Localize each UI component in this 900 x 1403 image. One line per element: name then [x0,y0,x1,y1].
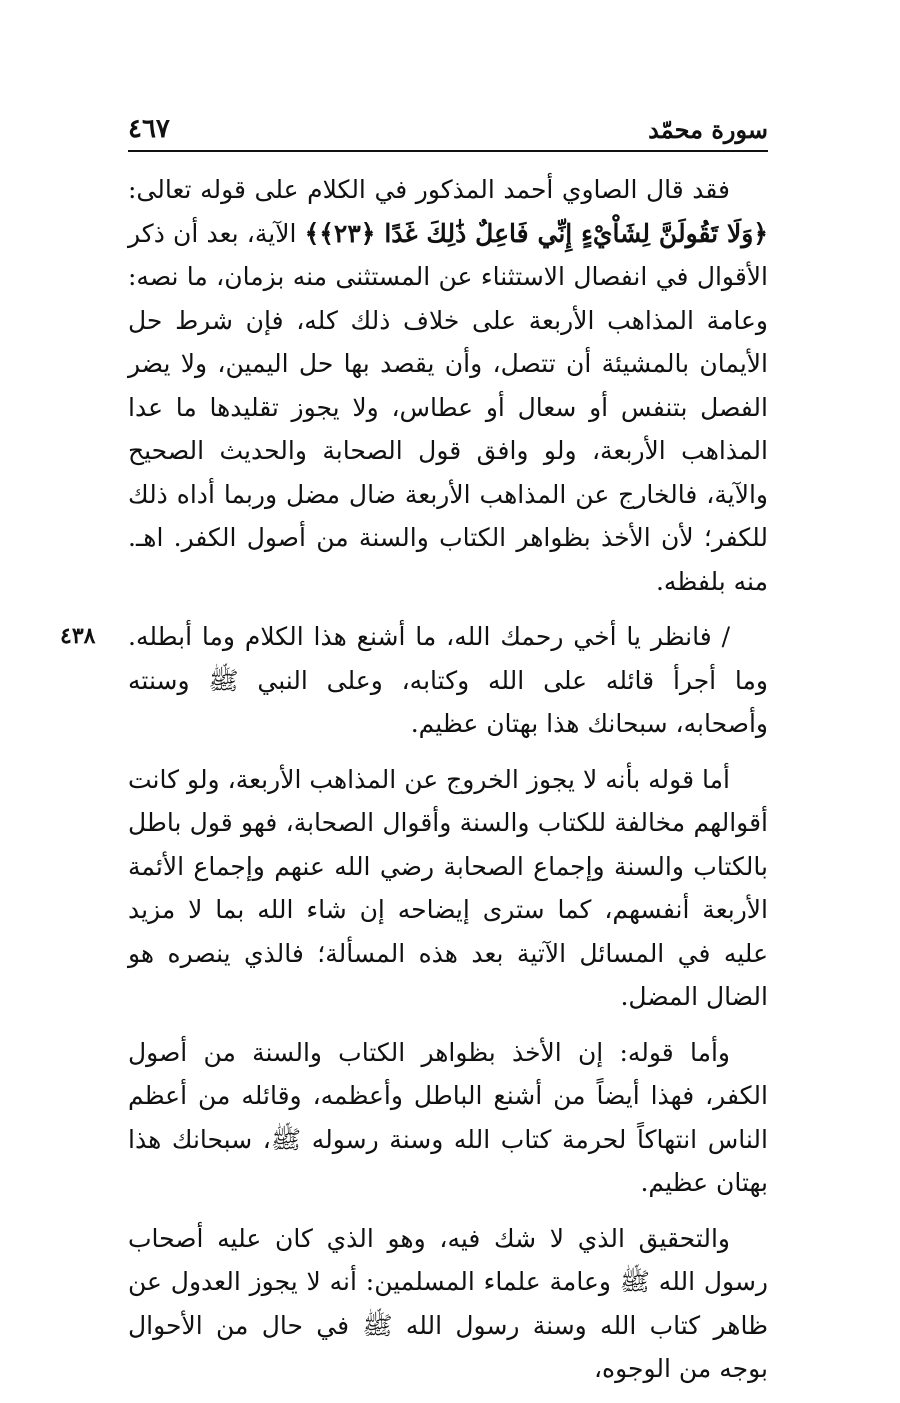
paragraph-1-rest: الآية، بعد أن ذكر الأقوال في انفصال الاستثناء عن المستثنى منه بزمان، ما نصه: وعامة المذاهب الأربعة على خلاف ذلك كله، فإن شرط حل الأيمان بالمشيئة أن تتصل، وأن يقصد بها حل اليمين، ولا يضر الفصل بتنفس أو سعال أو عطاس، ولا يجوز تقليدها ما عدا المذاهب الأربعة، ولو وافق قول الصحابة والحديث الصحيح والآية، فالخارج عن المذاهب الأربعة ضال مضل وربما أداه ذلك للكفر؛ لأن الأخذ بظواهر الكتاب والسنة من أصول الكفر. اهـ. منه بلفظه. [128,218,768,596]
paragraph-5 [128,1217,768,1391]
paragraph-1 [128,168,768,603]
paragraph-3 [128,758,768,1019]
surah-title: سورة محمّد [648,115,768,144]
paragraph-2 [60,615,768,746]
margin-page-number: ٤٣٨ [60,623,96,649]
paragraph-5-text: والتحقيق الذي لا شك فيه، وهو الذي كان عليه أصحاب رسول الله ﷺ وعامة علماء المسلمين: أنه لا يجوز العدول عن ظاهر كتاب الله وسنة رسول الله ﷺ في حال من الأحوال بوجه من الوجوه، [128,1223,768,1383]
paragraph-1-lead: فقد قال الصاوي أحمد المذكور في الكلام على قوله تعالى: [128,175,730,204]
paragraph-4 [128,1031,768,1205]
page-number: ٤٦٧ [128,114,170,144]
paragraph-2-text: / فانظر يا أخي رحمك الله، ما أشنع هذا الكلام وما أبطله. وما أجرأ قائله على الله وكتابه، وعلى النبي ﷺ وسنته وأصحابه، سبحانك هذا بهتان عظيم. [128,622,768,738]
quran-verse: ﴿وَلَا تَقُولَنَّ لِشَاْيْءٍ إِنِّي فَاعِلٌ ذَٰلِكَ غَدًا ﴿٢٣﴾﴾ [304,218,769,248]
page-body [60,168,769,1403]
paragraph-4-text: وأما قوله: إن الأخذ بظواهر الكتاب والسنة من أصول الكفر، فهذا أيضاً من أشنع الباطل وأعظمه، وقائله من أعظم الناس انتهاكاً لحرمة كتاب الله وسنة رسوله ﷺ، سبحانك هذا بهتان عظيم. [128,1037,768,1197]
paragraph-3-text: أما قوله بأنه لا يجوز الخروج عن المذاهب الأربعة، ولو كانت أقوالهم مخالفة للكتاب والسنة وأقوال الصحابة، فهو قول باطل بالكتاب والسنة وإجماع الصحابة رضي الله عنهم وإجماع الأئمة الأربعة أنفسهم، كما سترى إيضاحه إن شاء الله بما لا مزيد عليه في المسائل الآتية بعد هذه المسألة؛ فالذي ينصره هو الضال المضل. [128,764,768,1011]
page-header [128,112,768,152]
